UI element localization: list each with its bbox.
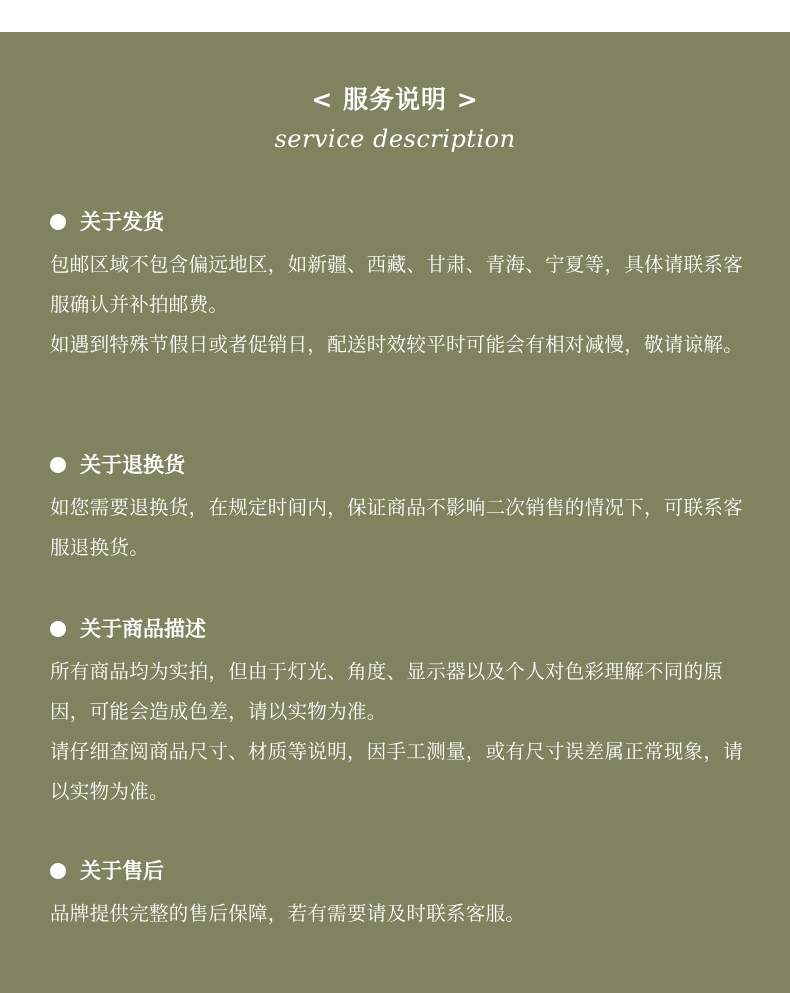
section-heading (50, 450, 750, 480)
section-body (50, 245, 750, 365)
paragraph: 请仔细查阅商品尺寸、材质等说明，因手工测量，或有尺寸误差属正常现象，请以实物为准。 (50, 740, 744, 803)
section-title: 关于退换货 (80, 453, 185, 477)
service-description-panel (0, 32, 790, 993)
section-heading (50, 207, 750, 237)
paragraph: 如您需要退换货，在规定时间内，保证商品不影响二次销售的情况下，可联系客服退换货。 (50, 496, 744, 559)
section-returns (50, 450, 750, 568)
page-subtitle: service description (274, 125, 516, 153)
paragraph: 包邮区域不包含偏远地区，如新疆、西藏、甘肃、青海、宁夏等，具体请联系客服确认并补拍邮费。 (50, 253, 744, 316)
header (0, 84, 790, 156)
section-title: 关于商品描述 (80, 617, 206, 641)
section-heading (50, 614, 750, 644)
page-title: < 服务说明 > (311, 85, 479, 114)
paragraph: 品牌提供完整的售后保障，若有需要请及时联系客服。 (50, 902, 526, 925)
section-title: 关于售后 (80, 859, 164, 883)
bullet-icon (50, 863, 66, 879)
section-body (50, 894, 750, 934)
bullet-icon (50, 457, 66, 473)
section-title: 关于发货 (80, 210, 164, 234)
section-shipping (50, 207, 750, 365)
bullet-icon (50, 214, 66, 230)
section-after-sales (50, 856, 750, 934)
paragraph: 所有商品均为实拍，但由于灯光、角度、显示器以及个人对色彩理解不同的原因，可能会造成色差，请以实物为准。 (50, 660, 724, 723)
section-heading (50, 856, 750, 886)
section-product-description (50, 614, 750, 812)
section-body (50, 652, 750, 812)
section-body (50, 488, 750, 568)
paragraph: 如遇到特殊节假日或者促销日，配送时效较平时可能会有相对减慢，敬请谅解。 (50, 333, 744, 356)
bullet-icon (50, 621, 66, 637)
